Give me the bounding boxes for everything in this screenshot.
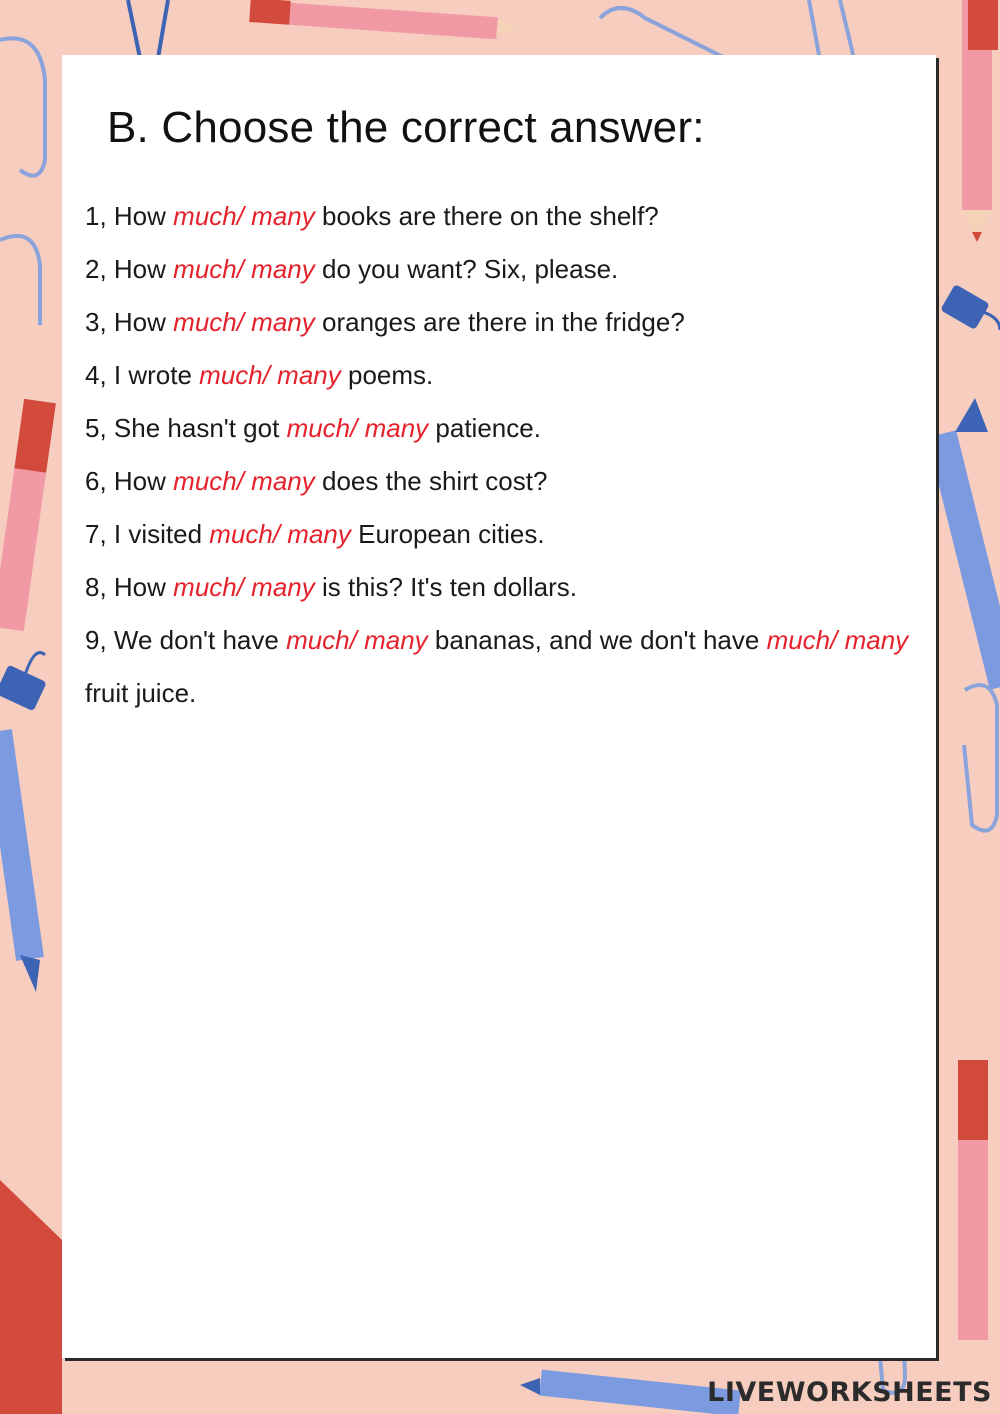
binder-clip-icon <box>0 653 47 712</box>
answer-choice[interactable]: much/ many <box>173 201 315 231</box>
liveworksheets-logo: LIVEWORKSHEETS <box>707 1377 992 1408</box>
question-item: 6, How much/ many does the shirt cost? <box>85 466 548 496</box>
pencil-icon <box>249 0 518 39</box>
question-item: 9, We don't have much/ many bananas, and we don't have much/ many <box>85 625 909 655</box>
paperclip-icon <box>964 685 997 831</box>
paperclip-icon <box>0 236 40 325</box>
worksheet-title: B. Choose the correct answer: <box>107 103 705 152</box>
answer-choice[interactable]: much/ many <box>199 360 341 390</box>
question-item: 3, How much/ many oranges are there in the fridge? <box>85 307 685 337</box>
question-item: 5, She hasn't got much/ many patience. <box>85 413 541 443</box>
ruler-icon <box>0 1180 62 1414</box>
question-item: 8, How much/ many is this? It's ten dollars. <box>85 572 577 602</box>
question-item: 4, I wrote much/ many poems. <box>85 360 434 390</box>
pencil-icon <box>962 0 998 242</box>
answer-choice[interactable]: much/ many <box>173 466 315 496</box>
answer-choice[interactable]: much/ many <box>173 254 315 284</box>
pencil-icon <box>0 399 56 631</box>
answer-choice[interactable]: much/ many <box>766 625 909 655</box>
answer-choice[interactable]: much/ many <box>286 413 429 443</box>
question-continuation: fruit juice. <box>85 678 197 708</box>
binder-clip-icon <box>940 284 1000 330</box>
paperclip-icon <box>0 38 45 175</box>
question-item: 1, How much/ many books are there on the shelf? <box>85 201 659 231</box>
question-item: 7, I visited much/ many European cities. <box>85 519 545 549</box>
answer-choice[interactable]: much/ many <box>173 572 315 602</box>
answer-choice[interactable]: much/ many <box>286 625 428 655</box>
question-list <box>85 190 945 720</box>
answer-choice[interactable]: much/ many <box>209 519 351 549</box>
question-item: 2, How much/ many do you want? Six, please. <box>85 254 619 284</box>
pen-icon <box>0 729 44 992</box>
pencil-icon <box>958 1060 988 1340</box>
answer-choice[interactable]: much/ many <box>173 307 315 337</box>
